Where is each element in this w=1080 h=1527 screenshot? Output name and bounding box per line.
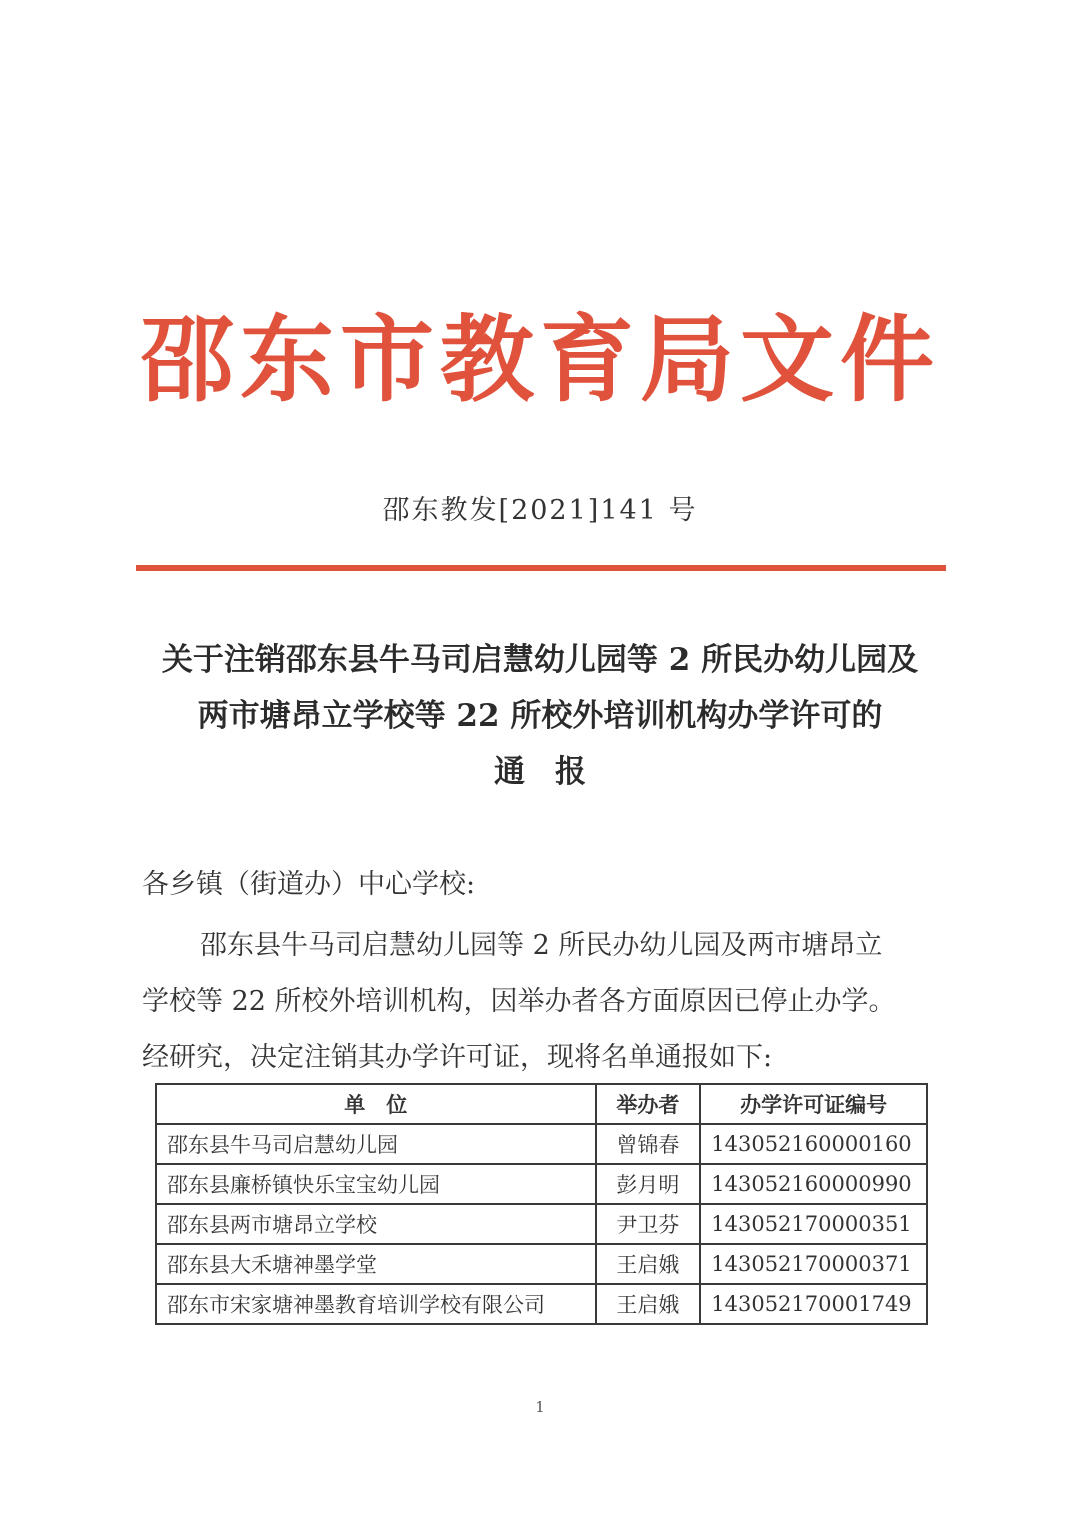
page-number: 1 (535, 1398, 545, 1416)
red-divider (136, 565, 946, 571)
license-table (155, 1083, 928, 1325)
table-row (156, 1244, 927, 1284)
document-title: 邵东市教育局文件 (139, 306, 940, 415)
body-paragraph (142, 918, 946, 1086)
header-unit: 单 位 (156, 1084, 596, 1124)
body-line-3: 经研究，决定注销其办学许可证，现将名单通报如下: (142, 1042, 773, 1073)
table-row (156, 1124, 927, 1164)
salutation: 各乡镇（街道办）中心学校: (142, 869, 476, 900)
body-line-2: 学校等 22 所校外培训机构，因举办者各方面原因已停止办学。 (142, 986, 896, 1017)
notice-heading (0, 632, 1080, 800)
table-row (156, 1204, 927, 1244)
cell-unit: 邵东市宋家塘神墨教育培训学校有限公司 (156, 1284, 596, 1324)
table-row (156, 1164, 927, 1204)
cell-license: 143052160000990 (700, 1164, 927, 1204)
table-row (156, 1284, 927, 1324)
heading-line-1: 关于注销邵东县牛马司启慧幼儿园等 2 所民办幼儿园及 (161, 642, 919, 678)
cell-holder: 曾锦春 (596, 1124, 701, 1164)
cell-license: 143052160000160 (700, 1124, 927, 1164)
heading-line-3: 通报 (494, 754, 616, 790)
cell-license: 143052170000371 (700, 1244, 927, 1284)
document-number: 邵东教发[2021]141 号 (382, 495, 698, 526)
header-holder: 举办者 (596, 1084, 701, 1124)
header-license: 办学许可证编号 (700, 1084, 927, 1124)
heading-line-2: 两市塘昂立学校等 22 所校外培训机构办学许可的 (197, 698, 883, 734)
cell-license: 143052170000351 (700, 1204, 927, 1244)
cell-unit: 邵东县廉桥镇快乐宝宝幼儿园 (156, 1164, 596, 1204)
cell-unit: 邵东县大禾塘神墨学堂 (156, 1244, 596, 1284)
cell-unit: 邵东县两市塘昂立学校 (156, 1204, 596, 1244)
cell-holder: 王启娥 (596, 1244, 701, 1284)
body-line-1: 邵东县牛马司启慧幼儿园等 2 所民办幼儿园及两市塘昂立 (200, 930, 883, 961)
cell-holder: 彭月明 (596, 1164, 701, 1204)
table-header-row (156, 1084, 927, 1124)
cell-unit: 邵东县牛马司启慧幼儿园 (156, 1124, 596, 1164)
cell-holder: 尹卫芬 (596, 1204, 701, 1244)
cell-license: 143052170001749 (700, 1284, 927, 1324)
cell-holder: 王启娥 (596, 1284, 701, 1324)
